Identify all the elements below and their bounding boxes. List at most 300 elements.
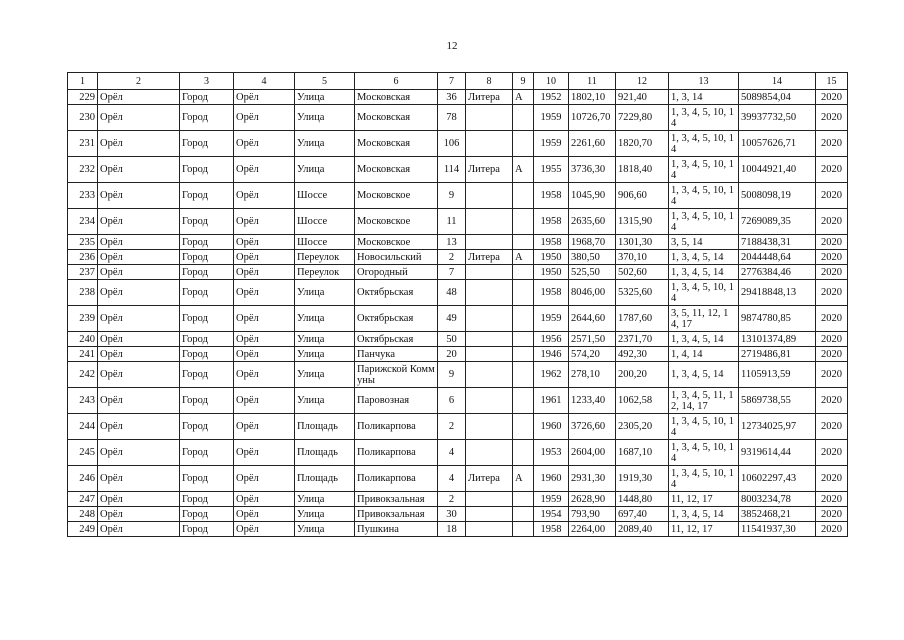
cell-settlement-type: Город [180,362,234,388]
cell-cost: 8003234,78 [739,492,816,507]
cell-street-name: Октябрьская [355,332,438,347]
cell-letter [513,265,534,280]
cell-settlement: Орёл [98,90,180,105]
cell-street-type: Переулок [295,250,355,265]
cell-year-built: 1956 [534,332,569,347]
cell-total-area: 2635,60 [569,209,616,235]
cell-plan-year: 2020 [816,131,848,157]
cell-street-type: Площадь [295,440,355,466]
column-header-living-area: 12 [616,73,669,90]
cell-cost: 9874780,85 [739,306,816,332]
column-header-street-name: 6 [355,73,438,90]
cell-letter: А [513,250,534,265]
cell-work-codes: 11, 12, 17 [669,522,739,537]
cell-year-built: 1950 [534,265,569,280]
cell-settlement: Орёл [98,265,180,280]
cell-cost: 7269089,35 [739,209,816,235]
cell-year-built: 1960 [534,466,569,492]
cell-cost: 29418848,13 [739,280,816,306]
cell-cost: 3852468,21 [739,507,816,522]
cell-work-codes: 1, 3, 4, 5, 10, 14 [669,414,739,440]
cell-cost: 10057626,71 [739,131,816,157]
cell-locality: Орёл [234,131,295,157]
cell-street-name: Московская [355,105,438,131]
cell-street-name: Московское [355,183,438,209]
cell-living-area: 370,10 [616,250,669,265]
cell-letter [513,105,534,131]
table-row [68,440,848,466]
table-row [68,414,848,440]
cell-house-number: 20 [438,347,466,362]
cell-letter: А [513,466,534,492]
cell-locality: Орёл [234,492,295,507]
cell-work-codes: 1, 3, 4, 5, 11, 12, 14, 17 [669,388,739,414]
table-row [68,466,848,492]
cell-settlement: Орёл [98,332,180,347]
cell-work-codes: 1, 3, 4, 5, 10, 14 [669,440,739,466]
cell-street-type: Площадь [295,414,355,440]
cell-letter-label [466,332,513,347]
cell-letter-label [466,492,513,507]
cell-settlement-type: Город [180,105,234,131]
cell-street-type: Шоссе [295,209,355,235]
cell-total-area: 1968,70 [569,235,616,250]
cell-house-number: 9 [438,183,466,209]
cell-house-number: 36 [438,90,466,105]
cell-settlement-type: Город [180,347,234,362]
cell-letter-label: Литера [466,90,513,105]
cell-cost: 10044921,40 [739,157,816,183]
cell-street-name: Московская [355,131,438,157]
cell-settlement-type: Город [180,522,234,537]
cell-street-name: Московская [355,90,438,105]
cell-living-area: 1687,10 [616,440,669,466]
cell-total-area: 1802,10 [569,90,616,105]
cell-letter-label [466,388,513,414]
column-header-settlement-type: 3 [180,73,234,90]
cell-letter-label [466,183,513,209]
cell-year-built: 1959 [534,306,569,332]
cell-street-type: Переулок [295,265,355,280]
table-row [68,362,848,388]
cell-year-built: 1960 [534,414,569,440]
cell-locality: Орёл [234,157,295,183]
cell-total-area: 3736,30 [569,157,616,183]
cell-row-number: 231 [68,131,98,157]
cell-letter [513,209,534,235]
cell-house-number: 9 [438,362,466,388]
cell-living-area: 200,20 [616,362,669,388]
column-header-year-built: 10 [534,73,569,90]
cell-house-number: 4 [438,440,466,466]
cell-house-number: 78 [438,105,466,131]
cell-work-codes: 1, 3, 4, 5, 10, 14 [669,157,739,183]
cell-house-number: 114 [438,157,466,183]
table-row [68,507,848,522]
cell-work-codes: 1, 3, 14 [669,90,739,105]
cell-street-type: Шоссе [295,183,355,209]
cell-letter-label: Литера [466,466,513,492]
cell-living-area: 921,40 [616,90,669,105]
cell-total-area: 3726,60 [569,414,616,440]
cell-letter: А [513,157,534,183]
cell-house-number: 106 [438,131,466,157]
cell-plan-year: 2020 [816,332,848,347]
cell-letter-label [466,131,513,157]
cell-total-area: 2931,30 [569,466,616,492]
cell-plan-year: 2020 [816,105,848,131]
cell-street-name: Поликарпова [355,440,438,466]
cell-locality: Орёл [234,250,295,265]
cell-locality: Орёл [234,414,295,440]
cell-settlement: Орёл [98,306,180,332]
cell-total-area: 2644,60 [569,306,616,332]
cell-locality: Орёл [234,105,295,131]
cell-street-type: Улица [295,131,355,157]
column-header-row-number: 1 [68,73,98,90]
cell-letter-label [466,440,513,466]
cell-row-number: 245 [68,440,98,466]
cell-plan-year: 2020 [816,235,848,250]
cell-row-number: 238 [68,280,98,306]
cell-living-area: 1301,30 [616,235,669,250]
cell-settlement: Орёл [98,235,180,250]
cell-house-number: 2 [438,492,466,507]
cell-street-name: Новосильский [355,250,438,265]
cell-row-number: 229 [68,90,98,105]
cell-locality: Орёл [234,235,295,250]
cell-plan-year: 2020 [816,347,848,362]
cell-locality: Орёл [234,306,295,332]
cell-settlement: Орёл [98,522,180,537]
cell-street-name: Октябрьская [355,306,438,332]
cell-house-number: 18 [438,522,466,537]
cell-street-name: Московская [355,157,438,183]
cell-year-built: 1958 [534,183,569,209]
cell-plan-year: 2020 [816,440,848,466]
cell-settlement: Орёл [98,414,180,440]
cell-total-area: 2628,90 [569,492,616,507]
cell-locality: Орёл [234,209,295,235]
cell-letter-label [466,362,513,388]
cell-settlement-type: Город [180,183,234,209]
table-row [68,235,848,250]
cell-house-number: 13 [438,235,466,250]
cell-work-codes: 1, 3, 4, 5, 10, 14 [669,131,739,157]
cell-year-built: 1955 [534,157,569,183]
cell-settlement: Орёл [98,347,180,362]
cell-year-built: 1952 [534,90,569,105]
cell-house-number: 50 [438,332,466,347]
cell-row-number: 241 [68,347,98,362]
cell-letter [513,131,534,157]
cell-street-name: Московское [355,209,438,235]
cell-work-codes: 3, 5, 11, 12, 14, 17 [669,306,739,332]
cell-work-codes: 1, 3, 4, 5, 10, 14 [669,466,739,492]
cell-cost: 5008098,19 [739,183,816,209]
cell-locality: Орёл [234,347,295,362]
cell-work-codes: 1, 3, 4, 5, 14 [669,250,739,265]
cell-settlement: Орёл [98,388,180,414]
cell-letter-label [466,209,513,235]
cell-settlement-type: Город [180,306,234,332]
column-header-total-area: 11 [569,73,616,90]
cell-settlement-type: Город [180,235,234,250]
cell-work-codes: 1, 3, 4, 5, 14 [669,265,739,280]
cell-living-area: 5325,60 [616,280,669,306]
cell-house-number: 7 [438,265,466,280]
cell-settlement-type: Город [180,332,234,347]
cell-cost: 9319614,44 [739,440,816,466]
cell-total-area: 574,20 [569,347,616,362]
cell-street-name: Панчука [355,347,438,362]
cell-year-built: 1950 [534,250,569,265]
table-row [68,522,848,537]
cell-year-built: 1958 [534,280,569,306]
cell-plan-year: 2020 [816,492,848,507]
cell-letter: А [513,90,534,105]
cell-living-area: 1062,58 [616,388,669,414]
cell-row-number: 248 [68,507,98,522]
cell-year-built: 1958 [534,209,569,235]
cell-settlement-type: Город [180,507,234,522]
cell-work-codes: 1, 3, 4, 5, 10, 14 [669,183,739,209]
cell-locality: Орёл [234,466,295,492]
table-row [68,209,848,235]
cell-street-name: Привокзальная [355,507,438,522]
cell-letter [513,507,534,522]
cell-street-type: Улица [295,332,355,347]
cell-work-codes: 1, 3, 4, 5, 14 [669,332,739,347]
cell-total-area: 2264,00 [569,522,616,537]
cell-letter [513,522,534,537]
cell-plan-year: 2020 [816,388,848,414]
cell-plan-year: 2020 [816,280,848,306]
cell-living-area: 1787,60 [616,306,669,332]
cell-settlement: Орёл [98,157,180,183]
column-header-street-type: 5 [295,73,355,90]
cell-letter [513,306,534,332]
cell-row-number: 235 [68,235,98,250]
cell-letter [513,362,534,388]
cell-settlement-type: Город [180,90,234,105]
cell-cost: 5869738,55 [739,388,816,414]
cell-settlement: Орёл [98,466,180,492]
table-row [68,306,848,332]
cell-year-built: 1959 [534,105,569,131]
cell-row-number: 230 [68,105,98,131]
table-row [68,280,848,306]
cell-settlement: Орёл [98,492,180,507]
cell-year-built: 1959 [534,131,569,157]
cell-row-number: 243 [68,388,98,414]
column-header-settlement: 2 [98,73,180,90]
cell-year-built: 1959 [534,492,569,507]
cell-cost: 11541937,30 [739,522,816,537]
cell-house-number: 30 [438,507,466,522]
cell-settlement-type: Город [180,492,234,507]
cell-living-area: 1448,80 [616,492,669,507]
housing-register-table [67,72,848,537]
cell-total-area: 10726,70 [569,105,616,131]
cell-street-type: Улица [295,280,355,306]
cell-living-area: 492,30 [616,347,669,362]
cell-year-built: 1954 [534,507,569,522]
cell-living-area: 1820,70 [616,131,669,157]
cell-letter-label [466,414,513,440]
cell-settlement-type: Город [180,466,234,492]
cell-letter-label [466,347,513,362]
cell-letter-label: Литера [466,157,513,183]
cell-street-type: Улица [295,347,355,362]
cell-work-codes: 1, 3, 4, 5, 10, 14 [669,280,739,306]
cell-work-codes: 1, 4, 14 [669,347,739,362]
column-header-locality: 4 [234,73,295,90]
cell-letter [513,440,534,466]
cell-plan-year: 2020 [816,157,848,183]
cell-row-number: 239 [68,306,98,332]
cell-plan-year: 2020 [816,265,848,280]
cell-row-number: 237 [68,265,98,280]
header-row [68,73,848,90]
cell-settlement: Орёл [98,105,180,131]
cell-letter-label [466,280,513,306]
cell-cost: 7188438,31 [739,235,816,250]
cell-locality: Орёл [234,90,295,105]
cell-letter [513,388,534,414]
cell-cost: 2776384,46 [739,265,816,280]
table-row [68,105,848,131]
cell-locality: Орёл [234,265,295,280]
cell-letter-label [466,522,513,537]
cell-cost: 5089854,04 [739,90,816,105]
cell-letter-label: Литера [466,250,513,265]
cell-year-built: 1946 [534,347,569,362]
cell-living-area: 2305,20 [616,414,669,440]
cell-row-number: 232 [68,157,98,183]
cell-cost: 39937732,50 [739,105,816,131]
cell-plan-year: 2020 [816,250,848,265]
cell-row-number: 236 [68,250,98,265]
cell-settlement-type: Город [180,131,234,157]
cell-letter [513,183,534,209]
cell-cost: 10602297,43 [739,466,816,492]
cell-settlement: Орёл [98,440,180,466]
cell-total-area: 380,50 [569,250,616,265]
cell-locality: Орёл [234,362,295,388]
cell-plan-year: 2020 [816,90,848,105]
cell-letter-label [466,507,513,522]
cell-plan-year: 2020 [816,183,848,209]
table-row [68,265,848,280]
cell-row-number: 240 [68,332,98,347]
table-row [68,492,848,507]
cell-work-codes: 1, 3, 4, 5, 10, 14 [669,209,739,235]
cell-settlement: Орёл [98,362,180,388]
cell-living-area: 7229,80 [616,105,669,131]
column-header-cost: 14 [739,73,816,90]
cell-cost: 2044448,64 [739,250,816,265]
cell-letter [513,235,534,250]
cell-plan-year: 2020 [816,522,848,537]
cell-locality: Орёл [234,522,295,537]
cell-living-area: 2089,40 [616,522,669,537]
cell-total-area: 2604,00 [569,440,616,466]
cell-plan-year: 2020 [816,466,848,492]
cell-street-type: Улица [295,157,355,183]
cell-settlement-type: Город [180,209,234,235]
cell-plan-year: 2020 [816,306,848,332]
cell-cost: 12734025,97 [739,414,816,440]
cell-street-name: Поликарпова [355,466,438,492]
column-header-plan-year: 15 [816,73,848,90]
cell-settlement: Орёл [98,250,180,265]
cell-house-number: 6 [438,388,466,414]
cell-locality: Орёл [234,183,295,209]
table-row [68,183,848,209]
cell-street-name: Пушкина [355,522,438,537]
cell-street-name: Парижской Коммуны [355,362,438,388]
column-header-letter: 9 [513,73,534,90]
table-row [68,157,848,183]
cell-settlement-type: Город [180,280,234,306]
cell-living-area: 1315,90 [616,209,669,235]
cell-cost: 13101374,89 [739,332,816,347]
cell-street-type: Улица [295,90,355,105]
cell-locality: Орёл [234,507,295,522]
cell-house-number: 48 [438,280,466,306]
cell-letter-label [466,306,513,332]
cell-settlement-type: Город [180,440,234,466]
cell-settlement-type: Город [180,388,234,414]
cell-street-type: Улица [295,105,355,131]
cell-settlement: Орёл [98,183,180,209]
cell-locality: Орёл [234,388,295,414]
cell-street-type: Улица [295,388,355,414]
cell-cost: 1105913,59 [739,362,816,388]
table-row [68,250,848,265]
cell-settlement: Орёл [98,131,180,157]
table-row [68,90,848,105]
cell-street-type: Улица [295,522,355,537]
cell-street-name: Привокзальная [355,492,438,507]
table-row [68,388,848,414]
cell-plan-year: 2020 [816,362,848,388]
cell-street-type: Улица [295,306,355,332]
cell-work-codes: 3, 5, 14 [669,235,739,250]
cell-row-number: 242 [68,362,98,388]
cell-settlement-type: Город [180,250,234,265]
cell-letter [513,280,534,306]
cell-year-built: 1953 [534,440,569,466]
cell-house-number: 4 [438,466,466,492]
cell-cost: 2719486,81 [739,347,816,362]
cell-work-codes: 1, 3, 4, 5, 10, 14 [669,105,739,131]
cell-row-number: 249 [68,522,98,537]
cell-row-number: 247 [68,492,98,507]
cell-living-area: 502,60 [616,265,669,280]
column-header-house-number: 7 [438,73,466,90]
cell-street-type: Улица [295,362,355,388]
cell-letter [513,414,534,440]
cell-year-built: 1958 [534,235,569,250]
page-number: 12 [446,40,458,52]
cell-street-type: Площадь [295,466,355,492]
cell-house-number: 2 [438,250,466,265]
cell-total-area: 2571,50 [569,332,616,347]
cell-locality: Орёл [234,332,295,347]
cell-work-codes: 1, 3, 4, 5, 14 [669,507,739,522]
